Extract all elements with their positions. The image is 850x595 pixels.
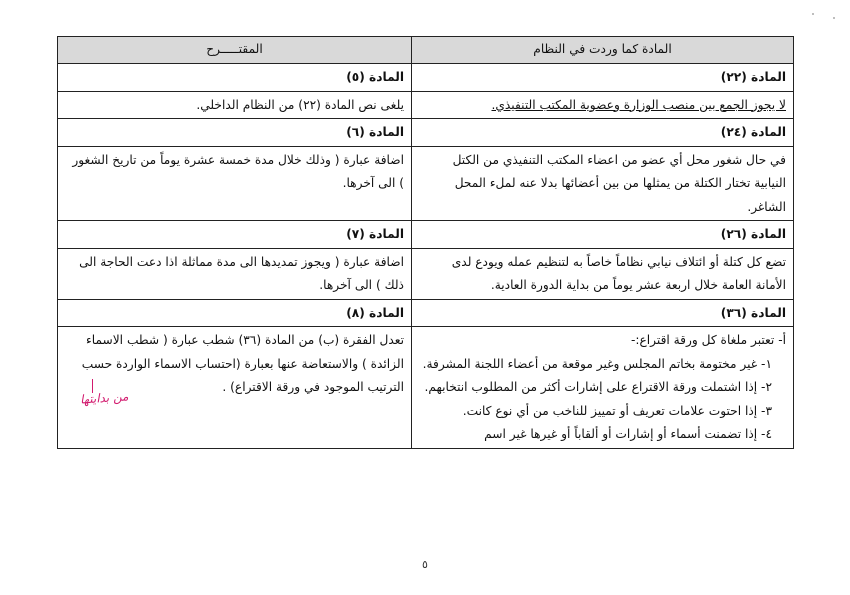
- proposed-text: اضافة عبارة ( وذلك خلال مدة خمسة عشرة يوماً من تاريخ الشغور ) الى آخرها.: [58, 146, 412, 221]
- table-row: [58, 327, 794, 449]
- original-column-header: المادة كما وردت في النظام: [412, 37, 794, 64]
- list-item: ٤- إذا تضمنت أسماء أو إشارات أو ألقاباً أو غيرها غير اسم: [484, 427, 772, 441]
- original-article-title: المادة (٢٤): [412, 119, 794, 147]
- proposed-article-title: المادة (٨): [58, 299, 412, 327]
- proposed-article-title: المادة (٧): [58, 221, 412, 249]
- original-text-content: لا يجوز الجمع بين منصب الوزارة وعضوية المكتب التنفيذي.: [491, 97, 786, 112]
- original-text: [412, 91, 794, 119]
- table-row: [58, 91, 794, 119]
- handwritten-note: من بدايتها: [79, 389, 129, 407]
- table-row: [58, 221, 794, 249]
- table-header-row: [58, 37, 794, 64]
- proposed-article-title: المادة (٥): [58, 64, 412, 92]
- original-article-title: المادة (٢٦): [412, 221, 794, 249]
- table-row: [58, 299, 794, 327]
- proposed-text: اضافة عبارة ( ويجوز تمديدها الى مدة مماثلة اذا دعت الحاجة الى ذلك ) الى آخرها.: [58, 248, 412, 299]
- list-item: أ- تعتبر ملغاة كل ورقة اقتراع:-: [631, 333, 786, 347]
- list-item: ٢- إذا اشتملت ورقة الاقتراع على إشارات أكثر من المطلوب انتخابهم.: [424, 380, 772, 394]
- table-row: [58, 64, 794, 92]
- original-article-title: المادة (٣٦): [412, 299, 794, 327]
- original-text: [412, 327, 794, 449]
- proposed-text: يلغى نص المادة (٢٢) من النظام الداخلي.: [58, 91, 412, 119]
- page-number: ٥: [422, 558, 428, 571]
- proposed-text: تعدل الفقرة (ب) من المادة (٣٦) شطب عبارة ( شطب الاسماء الزائدة ) والاستعاضة عنها بعبارة (احتساب الاسماء الواردة حسب الترتيب الموجود في ورقة الاقتراع) .: [58, 327, 412, 449]
- original-text: تضع كل كتلة أو ائتلاف نيابي نظاماً خاصاً به لتنظيم عمله ويودع لدى الأمانة العامة خلال اربعة عشر يوماً من بداية الدورة العادية.: [412, 248, 794, 299]
- table-row: [58, 119, 794, 147]
- comparison-table: [57, 36, 794, 449]
- proposed-article-title: المادة (٦): [58, 119, 412, 147]
- original-text: في حال شغور محل أي عضو من اعضاء المكتب التنفيذي من الكتل النيابية تختار الكتلة من يمثلها من بين أعضائها بدلا عنه لملء المحل الشاغر.: [412, 146, 794, 221]
- scan-speck: [812, 13, 814, 15]
- scan-speck: [833, 17, 835, 19]
- list-item: ١- غير مختومة بخاتم المجلس وغير موقعة من أعضاء اللجنة المشرفة.: [422, 356, 772, 371]
- table-row: [58, 248, 794, 299]
- table-row: [58, 146, 794, 221]
- proposed-column-header: المقتـــــرح: [58, 37, 412, 64]
- original-article-title: المادة (٢٢): [412, 64, 794, 92]
- list-item: ٣- إذا احتوت علامات تعريف أو تمييز للناخب من أي نوع كانت.: [462, 403, 772, 418]
